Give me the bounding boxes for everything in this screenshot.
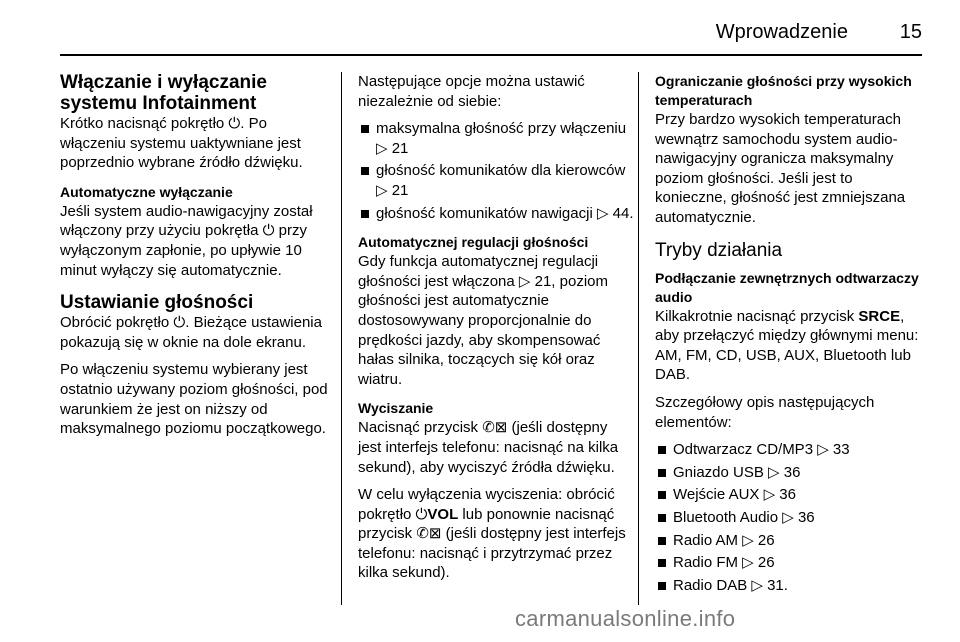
heading-volume: Ustawianie głośności	[60, 292, 254, 314]
paragraph-auto-off: Jeśli system audio-nawigacyjny został włączony przy użyciu pokrętła ⏻ przy wyłączonym zapłonie, po upływie 10 minut wyłączy się automatycznie.	[60, 202, 313, 279]
heading-mute: Wyciszanie	[358, 400, 434, 417]
header-divider	[60, 54, 922, 56]
heading-onoff: Włączanie i wyłączanie systemu Infotainment	[60, 72, 267, 114]
paragraph-auto-volume: Gdy funkcja automatycznej regulacji głośności jest włączona ▷ 21, poziom głośności jest automatycznie dostosowywany proporcjonalnie do prędkości jazdy, aby skompensować hałas silnika, toczących się kół oraz wiatru.	[358, 253, 608, 388]
column-divider-1	[341, 72, 342, 605]
list-item: Odtwarzacz CD/MP3 ▷ 33	[655, 440, 927, 460]
mute-2-text-b: lub ponownie nacisnąć przycisk ✆⊠ (jeśli dostępny jest interfejs telefonu: nacisnąć i przytrzymać przez kilka sekund).	[358, 505, 626, 582]
list-item: Gniazdo USB ▷ 36	[655, 463, 927, 483]
paragraph-volume-1: Obrócić pokrętło ⏻. Bieżące ustawienia pokazują się w oknie na dole ekranu.	[60, 314, 322, 351]
vol-key-label: VOL	[427, 505, 459, 523]
list-item: maksymalna głośność przy włączeniu ▷ 21	[358, 119, 634, 158]
mute-2-text-a: W celu wyłączenia wyciszenia: obrócić pokrętło ⏻	[358, 486, 615, 523]
list-item: głośność komunikatów dla kierowców ▷ 21	[358, 161, 634, 200]
list-item: głośność komunikatów nawigacji ▷ 44.	[358, 204, 634, 224]
column-3	[655, 72, 927, 603]
paragraph-mute-1: Nacisnąć przycisk ✆⊠ (jeśli dostępny jest interfejs telefonu: nacisnąć na kilka sekund), aby wyciszyć źródła dźwięku.	[358, 419, 619, 476]
list-item: Bluetooth Audio ▷ 36	[655, 508, 927, 528]
paragraph-details: Szczegółowy opis następujących elementów:	[655, 393, 875, 431]
srce-text-a: Kilkakrotnie nacisnąć przycisk	[655, 307, 859, 325]
heading-temperature: Ograniczanie głośności przy wysokich temperaturach	[655, 73, 912, 108]
watermark: carmanualsonline.info	[515, 606, 736, 631]
paragraph-onoff: Krótko nacisnąć pokrętło ⏻. Po włączeniu systemu uaktywniane jest poprzednio wybrane źródło dźwięku.	[60, 115, 303, 172]
heading-auto-off: Automatyczne wyłączanie	[60, 183, 233, 200]
paragraph-mute-2	[358, 485, 634, 583]
paragraph-volume-2: Po włączeniu systemu wybierany jest ostatnio używany poziom głośności, pod warunkiem że jest on niższy od maksymalnego poziomu początkowego.	[60, 361, 328, 438]
modes-list	[655, 440, 927, 595]
paragraph-options-intro: Następujące opcje można ustawić niezależnie od siebie:	[358, 73, 585, 110]
list-item: Wejście AUX ▷ 36	[655, 485, 927, 505]
page-title: Wprowadzenie	[715, 21, 848, 43]
column-1	[60, 72, 332, 447]
column-divider-2	[638, 72, 639, 605]
heading-auto-volume: Automatycznej regulacji głośności	[358, 234, 589, 251]
page-header	[60, 0, 922, 58]
list-item: Radio DAB ▷ 31.	[655, 576, 927, 596]
list-item: Radio AM ▷ 26	[655, 531, 927, 551]
paragraph-temperature: Przy bardzo wysokich temperaturach wewnątrz samochodu system audio-nawigacyjny ogranicza maksymalny poziom głośności. Jeśli jest to konieczne, głośność jest zmniejszana automatycznie.	[655, 111, 906, 226]
srce-text-b: , aby przełączyć między głównymi menu: AM, FM, CD, USB, AUX, Bluetooth lub DAB.	[655, 307, 919, 384]
page-number: 15	[899, 21, 922, 43]
srce-key-label: SRCE	[858, 307, 901, 325]
paragraph-srce	[655, 307, 927, 385]
heading-modes: Tryby działania	[655, 239, 783, 261]
list-item: Radio FM ▷ 26	[655, 553, 927, 573]
column-2	[358, 72, 634, 591]
options-list	[358, 119, 634, 223]
heading-external-players: Podłączanie zewnętrznych odtwarzaczy audio	[655, 269, 919, 305]
